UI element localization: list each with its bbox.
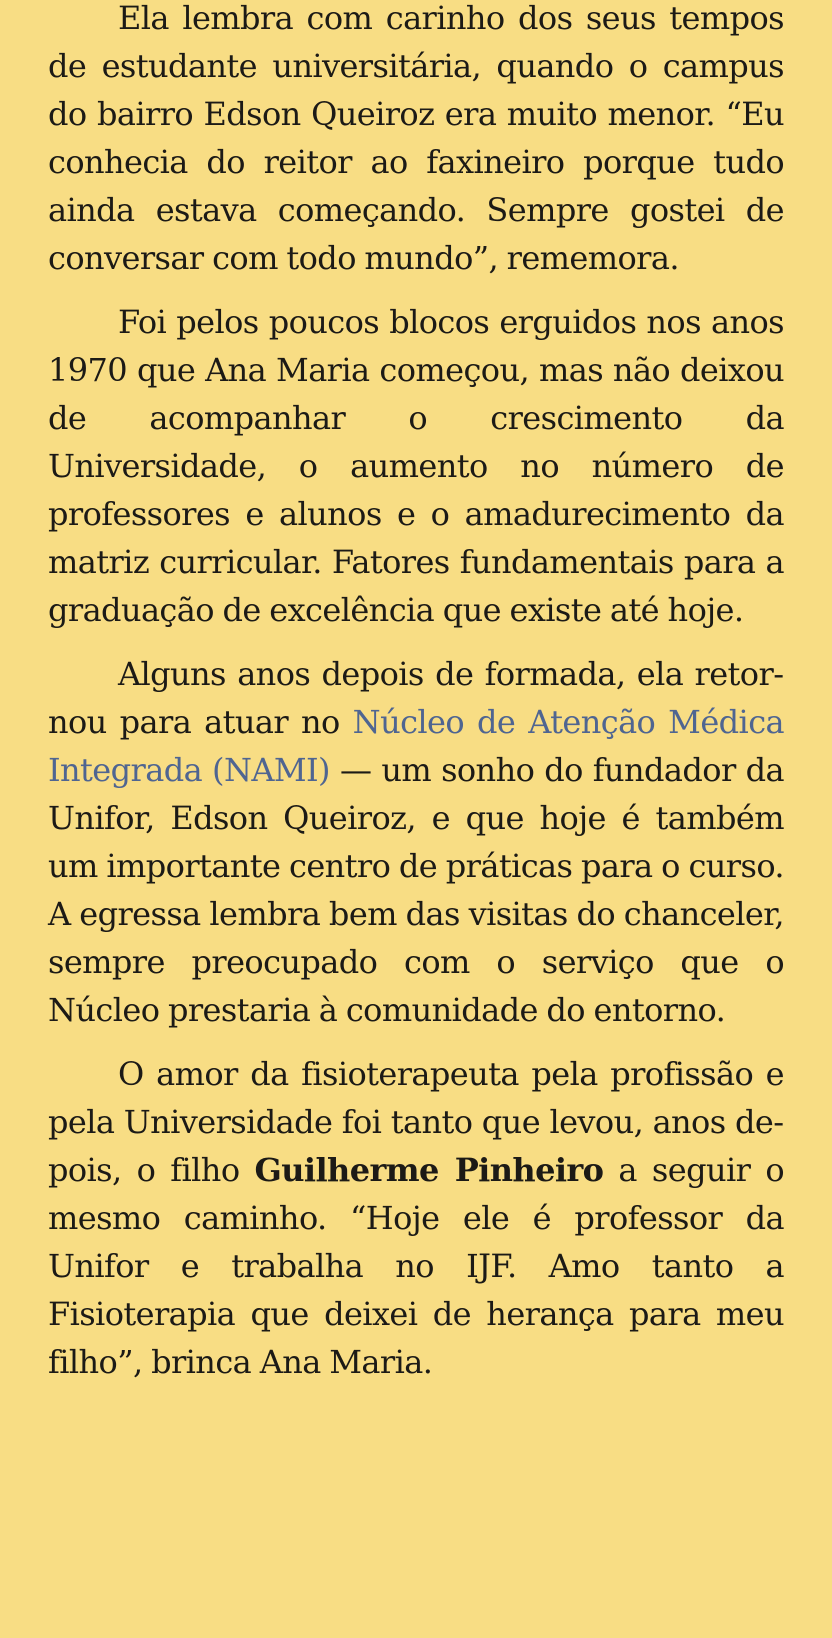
paragraph-son-after: a seguir o mesmo caminho. “Hoje ele é professor da Unifor e trabalha no IJF. Amo tanto a Fisioterapia que deixei de herança para meu filho”, brinca Ana Maria. xyxy=(48,1151,784,1381)
paragraph-nami xyxy=(48,650,784,1034)
paragraph-son-before: O amor da fisioterapeuta pela profissão e pela Universidade foi tanto que levou, anos depois, o filho xyxy=(48,1055,784,1189)
paragraph-campus-memories: Ela lembra com carinho dos seus tempos de estudante universitária, quando o campus do bairro Edson Queiroz era muito menor. “Eu conhecia do reitor ao faxineiro porque tudo ainda estava começando. Sempre gostei de conversar com todo mundo”, rememora. xyxy=(48,0,784,277)
nami-link[interactable]: Núcleo de Atenção Médica Integrada (NAMI) xyxy=(48,703,784,789)
son-name: Guilherme Pinheiro xyxy=(254,1151,604,1189)
paragraph-nami-before: Alguns anos depois de formada, ela retornou para atuar no xyxy=(48,655,784,741)
paragraph-nami-after: — um sonho do fundador da Unifor, Edson Queiroz, e que hoje é também um importante centro de práticas para o curso. A egressa lembra bem das visitas do chanceler, sempre preocupado com o serviço que o Núcleo prestaria à comunidade do entorno. xyxy=(48,751,784,1029)
paragraph-early-blocks: Foi pelos poucos blocos erguidos nos anos 1970 que Ana Maria começou, mas não deixou de acompanhar o crescimento da Universidade, o aumento no número de professores e alunos e o amadurecimento da matriz curricular. Fatores fundamentais para a graduação de excelência que existe até hoje. xyxy=(48,303,784,629)
paragraph-son xyxy=(48,1050,784,1386)
